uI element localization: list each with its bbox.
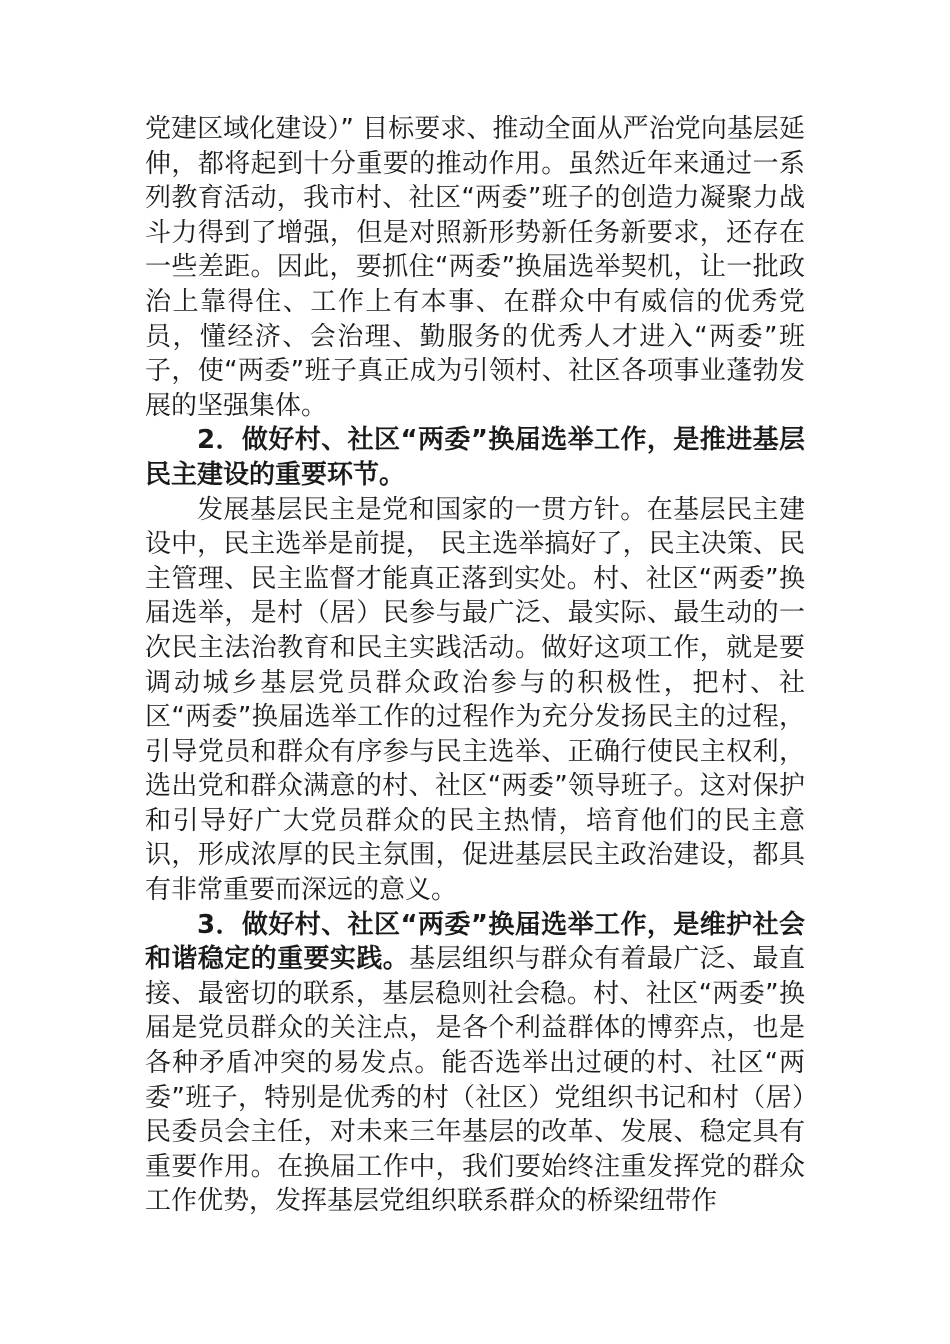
paragraph-3 [145, 908, 805, 1219]
section-heading-3: 3．做好村、社区“两委”换届选举工作，是维护社会和谐稳定的重要实践。 [145, 909, 805, 975]
paragraph-2: 发展基层民主是党和国家的一贯方针。在基层民主建设中，民主选举是前提， 民主选举搞好了，民主决策、民主管理、民主监督才能真正落到实处。村、社区“两委”换届选举，是村（居）民参与最广泛、最实际、最生动的一次民主法治教育和民主实践活动。做好这项工作，就是要调动城乡基层党员群众政治参与的积极性，把村、社区“两委”换届选举工作的过程作为充分发扬民主的过程，引导党员和群众有序参与民主选举、正确行使民主权利，选出党和群众满意的村、社区“两委”领导班子。这对保护和引导好广大党员群众的民主热情，培育他们的民主意识，形成浓厚的民主氛围，促进基层民主政治建设，都具有非常重要而深远的意义。 [145, 494, 805, 906]
section-heading-2: 2．做好村、社区“两委”换届选举工作，是推进基层民主建设的重要环节。 [145, 425, 805, 490]
paragraph-continuation: 党建区域化建设）” 目标要求、推动全面从严治党向基层延伸，都将起到十分重要的推动作用。虽然近年来通过一系列教育活动，我市村、社区“两委”班子的创造力凝聚力战斗力得到了增强，但是对照新形势新任务新要求，还存在一些差距。因此，要抓住“两委”换届选举契机，让一批政治上靠得住、工作上有本事、在群众中有威信的优秀党员，懂经济、会治理、勤服务的优秀人才进入“两委”班子，使“两委”班子真正成为引领村、社区各项事业蓬勃发展的坚强集体。 [145, 114, 805, 421]
paragraph-3-text: 基层组织与群众有着最广泛、最直接、最密切的联系，基层稳则社会稳。村、社区“两委”换届是党员群众的关注点，是各个利益群体的博弈点，也是各种矛盾冲突的易发点。能否选举出过硬的村、社区“两委”班子，特别是优秀的村（社区）党组织书记和村（居）民委员会主任，对未来三年基层的改革、发展、稳定具有重要作用。在换届工作中，我们要始终注重发挥党的群众工作优势，发挥基层党组织联系群众的桥梁纽带作 [145, 944, 805, 1217]
document-body [145, 112, 805, 1219]
